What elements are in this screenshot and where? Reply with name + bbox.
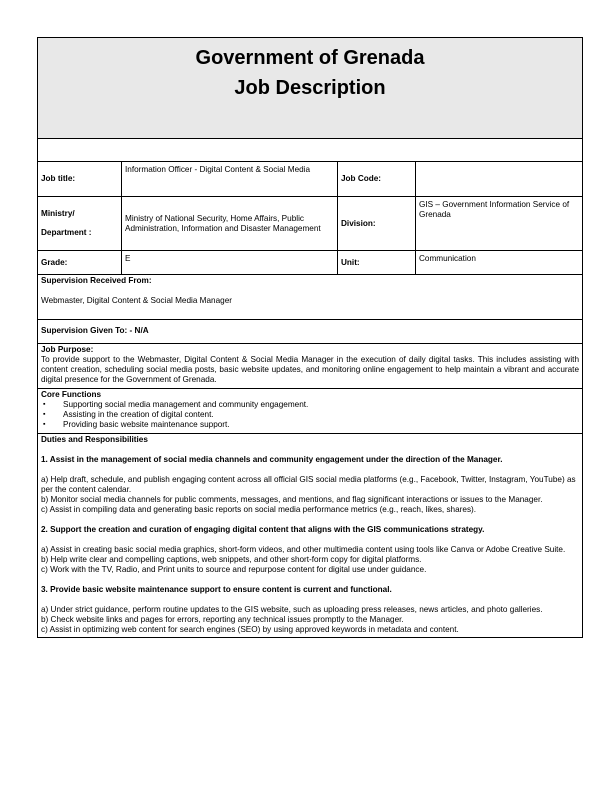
grade-row: [38, 251, 583, 275]
core-functions-list: [41, 400, 579, 430]
core-functions-row: [38, 389, 583, 434]
duties-row: [38, 434, 583, 638]
duty-section-2-heading: 2. Support the creation and curation of engaging digital content that aligns with the GIS communications strategy.: [41, 525, 485, 534]
document-header: [38, 38, 583, 139]
job-description-table: [37, 37, 583, 638]
job-purpose-cell: [38, 344, 583, 389]
ministry-value: Ministry of National Security, Home Affairs, Public Administration, Information and Disaster Management: [122, 197, 338, 251]
job-code-value: [416, 162, 583, 197]
supervision-given-label: Supervision Given To: - N/A: [41, 325, 149, 335]
supervision-received-label: Supervision Received From:: [41, 276, 152, 285]
job-title-value: Information Officer - Digital Content & Social Media: [122, 162, 338, 197]
header-job-description-title: Job Description: [234, 77, 386, 99]
duty-section-3-item-c: c) Assist in optimizing web content for search engines (SEO) by using approved keywords in metadata and content.: [41, 625, 459, 634]
supervision-given-cell: [38, 320, 583, 344]
core-function-item: ▪ Supporting social media management and community engagement.: [63, 400, 579, 410]
duty-section-1-item-a: a) Help draft, schedule, and publish engaging content across all official GIS social media platforms (e.g., Facebook, Twitter, Instagram, YouTube) as per the content calendar.: [41, 475, 576, 494]
duties-cell: [38, 434, 583, 638]
job-code-label: Job Code:: [338, 162, 416, 197]
ministry-label: [38, 197, 122, 251]
core-functions-label: Core Functions: [41, 390, 102, 399]
job-title-row: [38, 162, 583, 197]
job-purpose-row: [38, 344, 583, 389]
core-function-item: ▪ Providing basic website maintenance support.: [63, 420, 579, 430]
supervision-given-row: [38, 320, 583, 344]
ministry-label-line1: Ministry/: [41, 209, 75, 218]
core-functions-cell: [38, 389, 583, 434]
supervision-received-row: [38, 275, 583, 320]
duty-section-1-item-b: b) Monitor social media channels for public comments, messages, and mentions, and flag significant interactions or issues to the Manager.: [41, 495, 543, 504]
grade-label: Grade:: [38, 251, 122, 275]
duty-section-2-item-b: b) Help write clear and compelling captions, web snippets, and other short-form copy for digital platforms.: [41, 555, 422, 564]
header-spacer-row: [38, 139, 583, 162]
duty-section-1-item-c: c) Assist in compiling data and generating basic reports on social media performance metrics (e.g., reach, likes, shares).: [41, 505, 477, 514]
supervision-received-cell: [38, 275, 583, 320]
unit-value: Communication: [416, 251, 583, 275]
division-label: Division:: [338, 197, 416, 251]
grade-value: E: [122, 251, 338, 275]
duty-section-2-item-c: c) Work with the TV, Radio, and Print units to source and repurpose content for digital use under guidance.: [41, 565, 427, 574]
job-purpose-label: Job Purpose:: [41, 345, 94, 354]
unit-label: Unit:: [338, 251, 416, 275]
ministry-label-line2: Department :: [41, 228, 92, 237]
job-purpose-text: To provide support to the Webmaster, Digital Content & Social Media Manager in the execution of daily digital tasks. This includes assisting with content creation, scheduling social media posts, basic website updates, and monitoring online engagement to help maintain a vibrant and accurate digital presence for the Government of Grenada.: [41, 355, 579, 384]
core-function-item: ▪ Assisting in the creation of digital content.: [63, 410, 579, 420]
job-title-label: Job title:: [38, 162, 122, 197]
duties-label: Duties and Responsibilities: [41, 435, 148, 444]
duty-section-1-heading: 1. Assist in the management of social media channels and community engagement under the direction of the Manager.: [41, 455, 503, 464]
ministry-row: [38, 197, 583, 251]
duty-section-3-item-a: a) Under strict guidance, perform routine updates to the GIS website, such as uploading press releases, news articles, and photo galleries.: [41, 605, 543, 614]
duty-section-3-item-b: b) Check website links and pages for errors, reporting any technical issues promptly to the Manager.: [41, 615, 404, 624]
duty-section-3-heading: 3. Provide basic website maintenance support to ensure content is current and functional.: [41, 585, 392, 594]
header-government-title: Government of Grenada: [195, 47, 425, 69]
supervision-received-value: Webmaster, Digital Content & Social Media Manager: [41, 296, 232, 305]
job-description-page: [37, 37, 582, 638]
division-value: GIS – Government Information Service of Grenada: [416, 197, 583, 251]
duty-section-2-item-a: a) Assist in creating basic social media graphics, short-form videos, and other multimedia content using tools like Canva or Adobe Creative Suite.: [41, 545, 566, 554]
